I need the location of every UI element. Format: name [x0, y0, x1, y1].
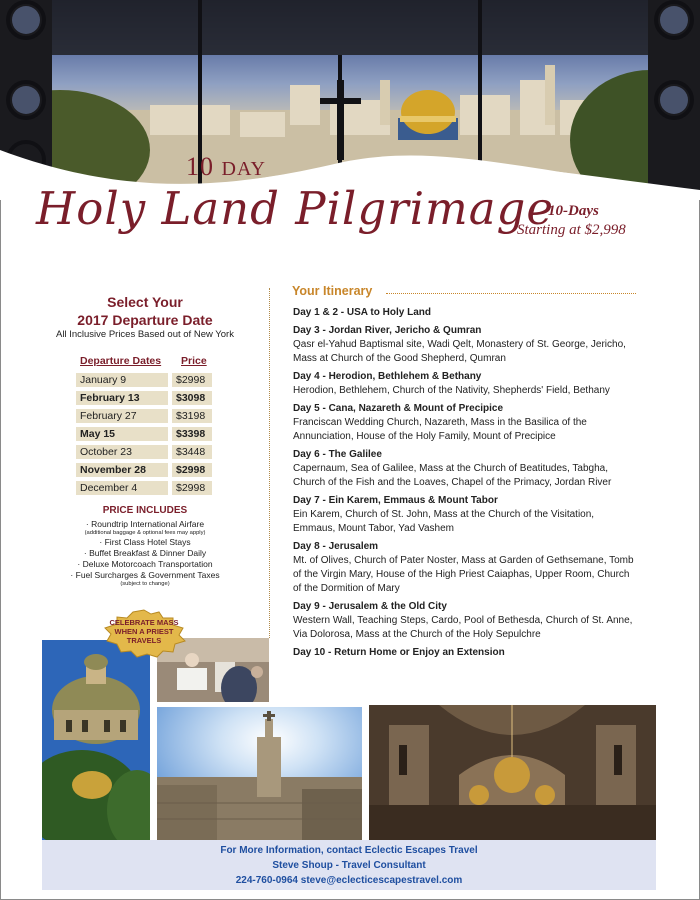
- departure-price: $3398: [172, 427, 212, 441]
- column-header-dates: Departure Dates: [80, 355, 162, 367]
- departure-date: October 23: [76, 445, 168, 459]
- starting-price-tag: Starting at $2,998: [517, 222, 626, 238]
- departure-date: December 4: [76, 481, 168, 495]
- phone-email-line: 224-760-0964 steve@eclecticescapestravel.com: [235, 875, 463, 886]
- contact-line: For More Information, contact Eclectic Escapes Travel: [220, 845, 478, 856]
- column-divider: [269, 288, 270, 638]
- day-description: Herodion, Bethlehem, Church of the Nativity, Shepherds' Field, Bethany: [293, 385, 610, 396]
- itinerary-day: [293, 324, 638, 366]
- celebrate-mass-text: CELEBRATE MASS WHEN A PRIEST TRAVELS: [109, 618, 179, 645]
- nativity-church-photo: [157, 707, 362, 840]
- departure-price: $3098: [172, 391, 212, 405]
- departure-price: $2998: [172, 481, 212, 495]
- departure-price: $3198: [172, 409, 212, 423]
- departure-date: February 27: [76, 409, 168, 423]
- day-description: Ein Karem, Church of St. John, Mass at the Church of the Visitation, Emmaus, Mount Tabor, Yad Vashem: [293, 509, 595, 534]
- list-item: · Fuel Surcharges & Government Taxes: [70, 570, 220, 580]
- departure-subheading: All Inclusive Prices Based out of New York: [56, 329, 234, 340]
- itinerary-list: [293, 306, 638, 664]
- itinerary-day: [293, 646, 638, 660]
- itinerary-day: [293, 370, 638, 398]
- title-days: 10 DAY: [186, 152, 266, 181]
- departure-price: $3448: [172, 445, 212, 459]
- day-title: Day 9 - Jerusalem & the Old City: [293, 601, 447, 612]
- itinerary-rule: [386, 293, 636, 294]
- itinerary-day: [293, 600, 638, 642]
- airfare-note: (additional baggage & optional fees may apply): [84, 530, 206, 536]
- day-description: Western Wall, Teaching Steps, Cardo, Pool of Bethesda, Church of St. Anne, Via Dolorosa, Mass at the Church of the Holy Sepulchre: [293, 615, 633, 640]
- day-title: Day 4 - Herodion, Bethlehem & Bethany: [293, 371, 482, 382]
- list-item: · First Class Hotel Stays: [99, 537, 191, 547]
- price-includes-list: [40, 519, 250, 588]
- day-description: Franciscan Wedding Church, Nazareth, Mass in the Basilica of the Annunciation, House of the Holy Family, Mount of Precipice: [293, 417, 587, 442]
- list-item: · Roundtrip International Airfare: [85, 519, 205, 529]
- itinerary-day: [293, 448, 638, 490]
- departure-heading: Select Your 2017 Departure Date: [77, 294, 213, 328]
- church-dome-photo: [42, 640, 150, 840]
- list-item: · Deluxe Motorcoach Transportation: [77, 559, 213, 569]
- list-item: · Buffet Breakfast & Dinner Daily: [83, 548, 207, 558]
- page-title: Holy Land Pilgrimage: [36, 182, 554, 235]
- departure-date: January 9: [76, 373, 168, 387]
- departure-price: $2998: [172, 463, 212, 477]
- day-description: Qasr el-Yahud Baptismal site, Wadi Qelt, Monastery of St. George, Jericho, Mass at Church of the Good Shepherd, Qumran: [293, 339, 626, 364]
- itinerary-day: [293, 402, 638, 444]
- day-title: Day 10 - Return Home or Enjoy an Extension: [293, 647, 505, 658]
- departure-date: February 13: [76, 391, 168, 405]
- holy-sepulchre-photo: [369, 705, 656, 840]
- day-title: Day 7 - Ein Karem, Emmaus & Mount Tabor: [293, 495, 498, 506]
- departure-date: November 28: [76, 463, 168, 477]
- day-title: Day 3 - Jordan River, Jericho & Qumran: [293, 325, 482, 336]
- day-title: Day 5 - Cana, Nazareth & Mount of Precipice: [293, 403, 504, 414]
- contact-footer: [42, 840, 656, 890]
- itinerary-day: [293, 306, 638, 320]
- taxes-note: (subject to change): [120, 581, 170, 587]
- duration-tag: 10-Days: [548, 203, 599, 219]
- day-description: Capernaum, Sea of Galilee, Mass at the Church of Beatitudes, Tabgha, Church of the Fish and the Loaves, Chapel of the Primacy, Jordan River: [293, 463, 612, 488]
- price-includes-heading: PRICE INCLUDES: [102, 505, 188, 516]
- itinerary-day: [293, 540, 638, 596]
- consultant-line: Steve Shoup - Travel Consultant: [272, 860, 426, 871]
- itinerary-heading: Your Itinerary: [292, 284, 373, 298]
- column-header-price: Price: [181, 355, 207, 367]
- itinerary-day: [293, 494, 638, 536]
- day-title: Day 1 & 2 - USA to Holy Land: [293, 307, 431, 318]
- day-description: Mt. of Olives, Church of Pater Noster, Mass at Garden of Gethsemane, Tomb of the Virgin Mary, House of the High Priest Caiaphas, Upper Room, Church of the Dormition of Mary: [293, 555, 634, 594]
- day-title: Day 8 - Jerusalem: [293, 541, 379, 552]
- departure-price: $2998: [172, 373, 212, 387]
- departure-date: May 15: [76, 427, 168, 441]
- day-title: Day 6 - The Galilee: [293, 449, 382, 460]
